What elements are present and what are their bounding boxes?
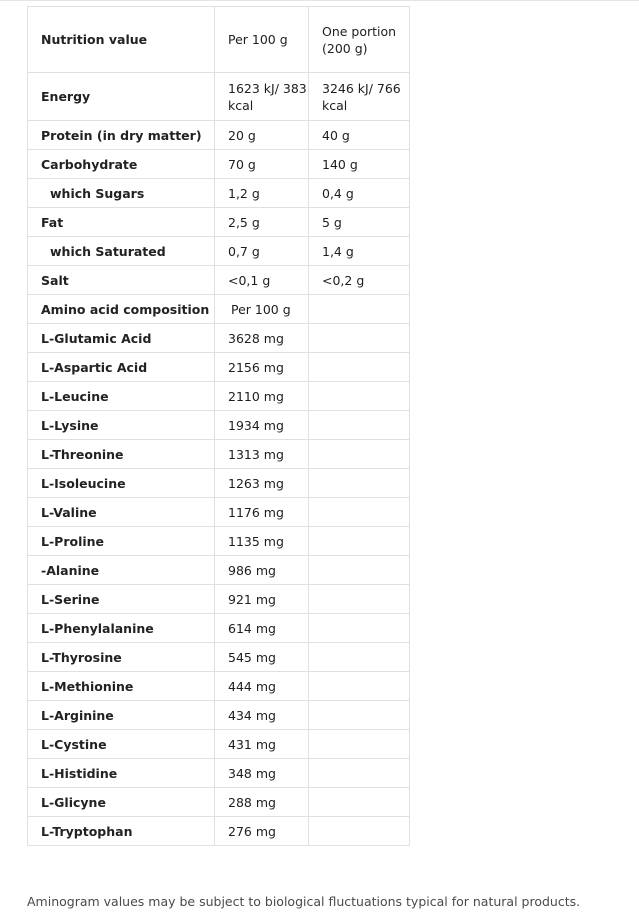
empty-cell	[309, 701, 410, 730]
amino-acid-name: L-Threonine	[28, 440, 215, 469]
amino-acid-name: L-Aspartic Acid	[28, 353, 215, 382]
nutrient-name: which Saturated	[28, 237, 215, 266]
amino-acid-name: L-Glutamic Acid	[28, 324, 215, 353]
nutrient-portion: 3246 kJ/ 766 kcal	[309, 73, 410, 121]
table-row	[28, 237, 410, 266]
nutrient-name: Carbohydrate	[28, 150, 215, 179]
nutrient-name: Salt	[28, 266, 215, 295]
empty-cell	[309, 411, 410, 440]
nutrient-portion: 140 g	[309, 150, 410, 179]
nutrient-portion: 40 g	[309, 121, 410, 150]
nutrient-per-100g: <0,1 g	[215, 266, 309, 295]
table-row	[28, 788, 410, 817]
table-row	[28, 498, 410, 527]
table-row	[28, 701, 410, 730]
nutrient-portion: 0,4 g	[309, 179, 410, 208]
top-divider	[0, 0, 639, 1]
footnote: Aminogram values may be subject to biological fluctuations typical for natural products.	[27, 894, 581, 909]
amino-acid-per-100g: 3628 mg	[215, 324, 309, 353]
table-row	[28, 527, 410, 556]
empty-cell	[309, 324, 410, 353]
amino-acid-per-100g: 2156 mg	[215, 353, 309, 382]
table-row	[28, 179, 410, 208]
table-row	[28, 324, 410, 353]
empty-cell	[309, 469, 410, 498]
amino-acid-per-100g: 288 mg	[215, 788, 309, 817]
header-one-portion: One portion (200 g)	[309, 7, 410, 73]
empty-cell	[309, 788, 410, 817]
amino-acid-name: L-Tryptophan	[28, 817, 215, 846]
table-row	[28, 585, 410, 614]
amino-acid-name: L-Lysine	[28, 411, 215, 440]
nutrient-portion: 1,4 g	[309, 237, 410, 266]
nutrient-per-100g: 2,5 g	[215, 208, 309, 237]
empty-cell	[309, 817, 410, 846]
amino-acid-per-100g: 1934 mg	[215, 411, 309, 440]
header-nutrition-value: Nutrition value	[28, 7, 215, 73]
nutrient-name: Protein (in dry matter)	[28, 121, 215, 150]
nutrient-portion: 5 g	[309, 208, 410, 237]
table-row	[28, 614, 410, 643]
nutrient-name: which Sugars	[28, 179, 215, 208]
nutrient-per-100g: 20 g	[215, 121, 309, 150]
amino-acid-name: L-Arginine	[28, 701, 215, 730]
nutrient-per-100g: 1623 kJ/ 383 kcal	[215, 73, 309, 121]
table-row	[28, 469, 410, 498]
amino-acid-name: L-Proline	[28, 527, 215, 556]
empty-cell	[309, 556, 410, 585]
amino-acid-per-100g: 276 mg	[215, 817, 309, 846]
amino-acid-name: L-Cystine	[28, 730, 215, 759]
amino-header-row	[28, 295, 410, 324]
table-row	[28, 382, 410, 411]
nutrient-name: Energy	[28, 73, 215, 121]
table-row	[28, 440, 410, 469]
nutrient-name: Fat	[28, 208, 215, 237]
table-row	[28, 817, 410, 846]
empty-cell	[309, 614, 410, 643]
empty-cell	[309, 295, 410, 324]
amino-acid-per-100g: 431 mg	[215, 730, 309, 759]
empty-cell	[309, 353, 410, 382]
header-amino-acid-composition: Amino acid composition	[28, 295, 215, 324]
amino-acid-per-100g: 1313 mg	[215, 440, 309, 469]
amino-acid-name: L-Histidine	[28, 759, 215, 788]
amino-acid-per-100g: 444 mg	[215, 672, 309, 701]
amino-acid-per-100g: 348 mg	[215, 759, 309, 788]
amino-acid-name: L-Valine	[28, 498, 215, 527]
table-row	[28, 672, 410, 701]
table-header-row	[28, 7, 410, 73]
amino-acid-per-100g: 1263 mg	[215, 469, 309, 498]
nutrient-per-100g: 0,7 g	[215, 237, 309, 266]
amino-acid-per-100g: 545 mg	[215, 643, 309, 672]
empty-cell	[309, 585, 410, 614]
empty-cell	[309, 527, 410, 556]
nutrition-table	[27, 6, 410, 846]
amino-acid-name: L-Methionine	[28, 672, 215, 701]
nutrient-per-100g: 1,2 g	[215, 179, 309, 208]
table-row	[28, 730, 410, 759]
amino-acid-per-100g: 921 mg	[215, 585, 309, 614]
header-amino-per-100g: Per 100 g	[215, 295, 309, 324]
table-row	[28, 411, 410, 440]
amino-acid-per-100g: 1135 mg	[215, 527, 309, 556]
table-row	[28, 73, 410, 121]
table-row	[28, 121, 410, 150]
empty-cell	[309, 382, 410, 411]
empty-cell	[309, 498, 410, 527]
amino-acid-per-100g: 2110 mg	[215, 382, 309, 411]
table-row	[28, 556, 410, 585]
table-row	[28, 208, 410, 237]
empty-cell	[309, 440, 410, 469]
amino-acid-per-100g: 1176 mg	[215, 498, 309, 527]
nutrient-portion: <0,2 g	[309, 266, 410, 295]
amino-acid-per-100g: 986 mg	[215, 556, 309, 585]
table-row	[28, 643, 410, 672]
header-per-100g: Per 100 g	[215, 7, 309, 73]
empty-cell	[309, 672, 410, 701]
amino-acid-name: L-Thyrosine	[28, 643, 215, 672]
table-row	[28, 266, 410, 295]
table-row	[28, 353, 410, 382]
empty-cell	[309, 643, 410, 672]
amino-acid-name: L-Serine	[28, 585, 215, 614]
nutrient-per-100g: 70 g	[215, 150, 309, 179]
amino-acid-name: L-Leucine	[28, 382, 215, 411]
amino-acid-per-100g: 434 mg	[215, 701, 309, 730]
amino-acid-name: -Alanine	[28, 556, 215, 585]
amino-acid-name: L-Isoleucine	[28, 469, 215, 498]
table-row	[28, 759, 410, 788]
table-row	[28, 150, 410, 179]
empty-cell	[309, 759, 410, 788]
amino-acid-name: L-Glicyne	[28, 788, 215, 817]
empty-cell	[309, 730, 410, 759]
amino-acid-per-100g: 614 mg	[215, 614, 309, 643]
amino-acid-name: L-Phenylalanine	[28, 614, 215, 643]
